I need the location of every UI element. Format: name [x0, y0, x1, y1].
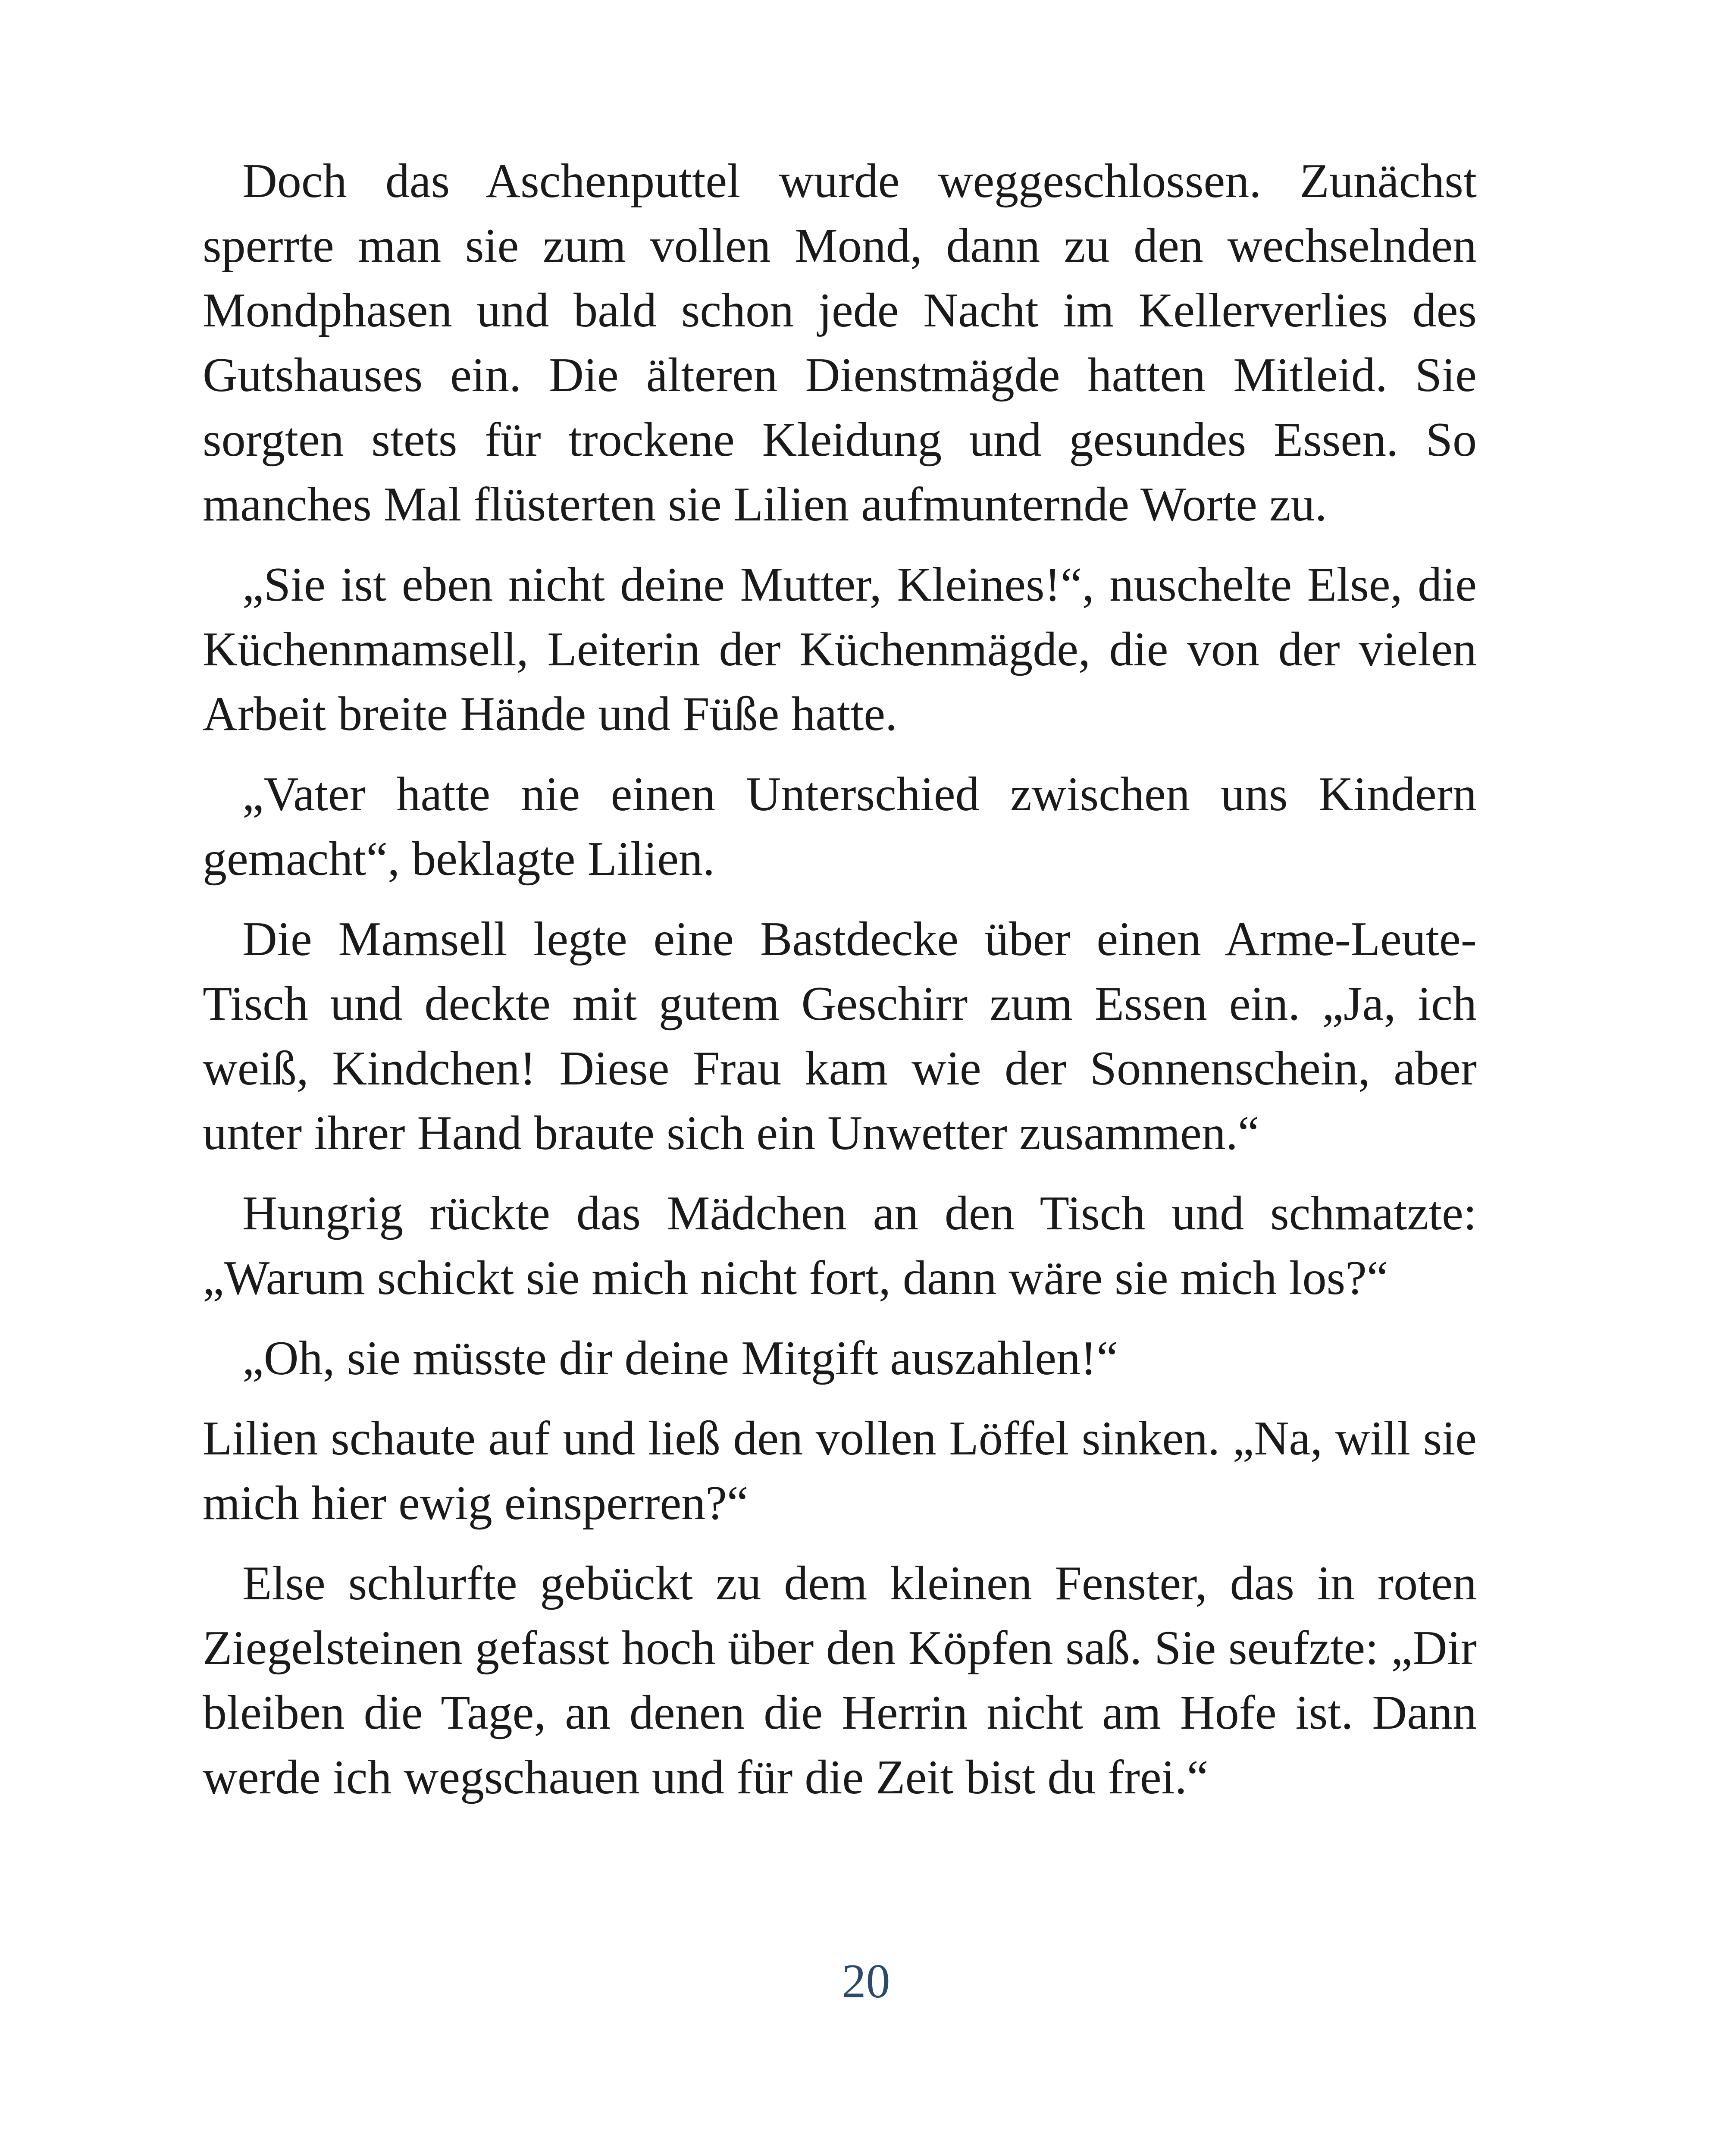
paragraph: „Vater hatte nie einen Unterschied zwischen uns Kindern gemacht“, beklagte Lilien. — [203, 768, 1477, 886]
paragraph: Die Mamsell legte eine Bastdecke über einen Arme-Leute-Tisch und deckte mit gutem Geschirr zum Essen ein. „Ja, ich weiß, Kindchen! Diese Frau kam wie der Sonnenschein, aber unter ihrer Hand braute sich ein Unwetter zusammen.“ — [203, 912, 1477, 1160]
paragraph: Hungrig rückte das Mädchen an den Tisch und schmatzte: „Warum schickt sie mich nicht fort, dann wäre sie mich los?“ — [203, 1187, 1477, 1305]
paragraph: „Sie ist eben nicht deine Mutter, Kleines!“, nuschelte Else, die Küchenmamsell, Leiterin der Küchenmägde, die von der vielen Arbeit breite Hände und Füße hatte. — [203, 558, 1477, 741]
body-text — [203, 149, 1477, 1825]
page-number: 20 — [842, 1955, 890, 2008]
paragraph: Lilien schaute auf und ließ den vollen Löffel sinken. „Na, will sie mich hier ewig einsperren?“ — [203, 1412, 1477, 1530]
paragraph: „Oh, sie müsste dir deine Mitgift auszahlen!“ — [242, 1332, 1118, 1385]
paragraph: Else schlurfte gebückt zu dem kleinen Fenster, das in roten Ziegelsteinen gefasst hoch über den Köpfen saß. Sie seufzte: „Dir bleiben die Tage, an denen die Herrin nicht am Hofe ist. Dann werde ich wegschauen und für die Zeit bist du frei.“ — [203, 1557, 1477, 1804]
paragraph: Doch das Aschenputtel wurde weggeschlossen. Zunächst sperrte man sie zum vollen Mond, dann zu den wechselnden Mondphasen und bald schon jede Nacht im Kellerverlies des Gutshauses ein. Die älteren Dienstmägde hatten Mitleid. Sie sorgten stets für trockene Kleidung und gesundes Essen. So manches Mal flüsterten sie Lilien aufmunternde Worte zu. — [203, 154, 1477, 531]
